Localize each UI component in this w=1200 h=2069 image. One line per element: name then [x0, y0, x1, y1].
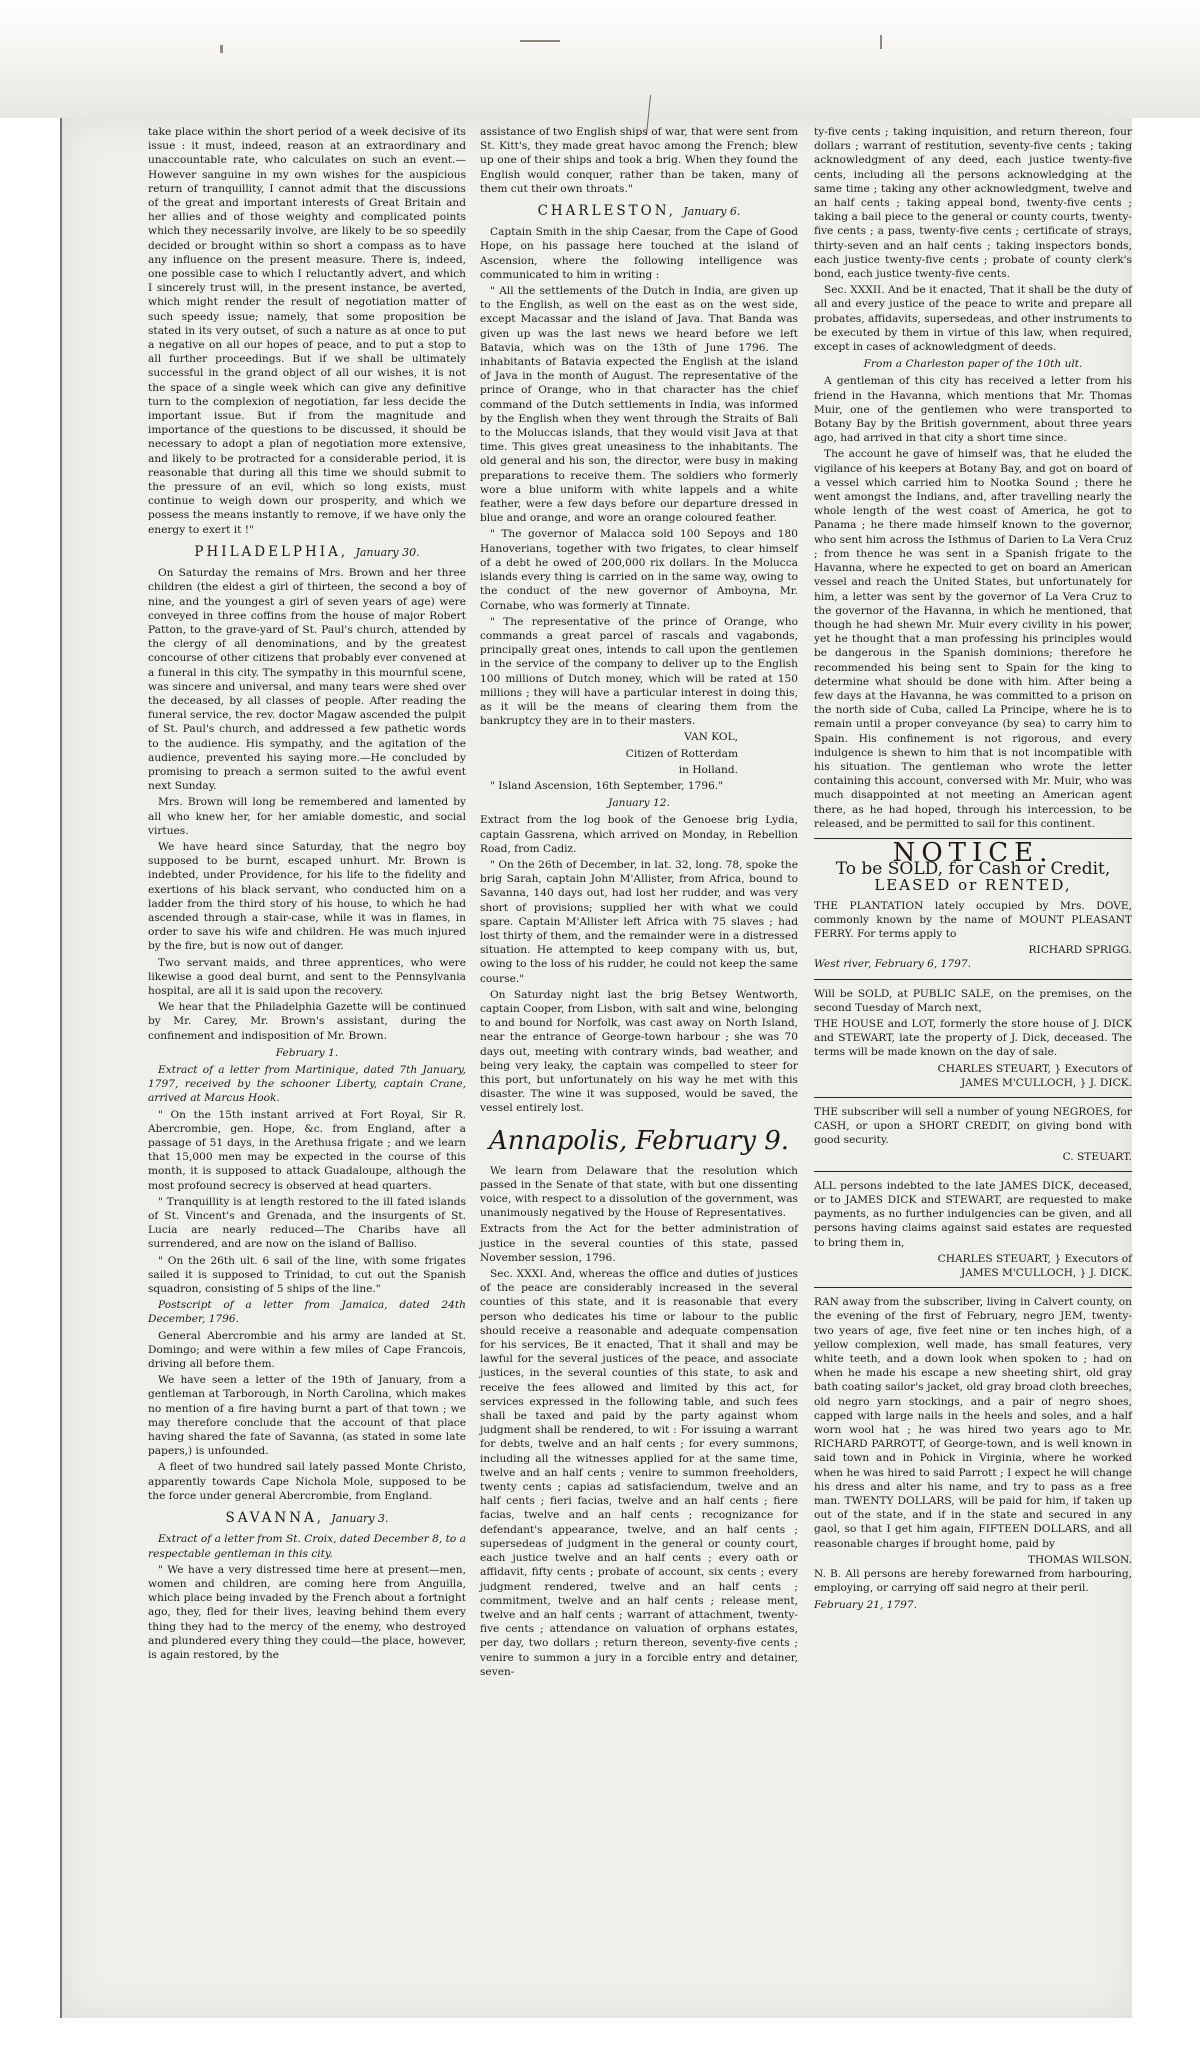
dateline-place: CHARLESTON,	[537, 203, 676, 220]
dateline-place: PHILADELPHIA,	[194, 543, 349, 560]
article-paragraph: Mrs. Brown will long be remembered and lamented by all who knew her, for her amiable domestic, and social virtues.	[148, 796, 466, 837]
article-paragraph: assistance of two English ships of war, that were sent from St. Kitt's, they made great havoc among the French; blew up one of their ships and took a brig. When they found the English would conquer, rather than be taken, many of them cut their own throats."	[480, 126, 798, 195]
article-paragraph: We hear that the Philadelphia Gazette will be continued by Mr. Carey, Mr. Brown's assistant, during the confinement and indisposition of Mr. Brown.	[148, 1001, 466, 1042]
column-rule	[814, 1287, 1132, 1288]
column-rule	[814, 1171, 1132, 1172]
article-paragraph: On Saturday the remains of Mrs. Brown and her three children (the eldest a girl of thirteen, the second a boy of nine, and the youngest a girl of seven years of age) were conveyed in three coffins from the house of major Robert Patton, to the grave-yard of St. Paul's church, attended by the clergy of all denominations, and by the greatest concourse of other citizens that probably ever convened at a funeral in this city. The sympathy in this mournful scene, was sincere and universal, and many tears were shed over the deceased, by all classes of people. After reading the funeral service, the rev. doctor Magaw ascended the pulpit of St. Paul's church, and addressed a few pathetic words to the audience. His sympathy, and the agitation of the audience, prevented his saying more.—He concluded by promising to preach a sermon suited to the awful event next Sunday.	[148, 567, 466, 793]
article-paragraph: A fleet of two hundred sail lately passed Monte Christo, apparently towards Cape Nichola Mole, supposed to be the force under general Abercrombie, from England.	[148, 1461, 466, 1502]
article-paragraph: Two servant maids, and three apprentices, who were likewise a good deal burnt, and sent to the Pennsylvania hospital, are all it is said upon the recovery.	[148, 956, 466, 997]
section-date: January 12.	[608, 797, 670, 810]
article-paragraph: " Tranquillity is at length restored to the ill fated islands of St. Vincent's and Grenada, and the insurgents of St. Lucia are nearly reduced—The Charibs have all surrendered, and are now on the island of Balliso.	[148, 1195, 466, 1251]
ad-signature: JAMES M'CULLOCH, } J. DICK.	[960, 1267, 1132, 1280]
ad-signature: THOMAS WILSON.	[1027, 1553, 1132, 1566]
signature-place: in Holland.	[678, 763, 738, 776]
scan-mark	[520, 40, 560, 42]
article-paragraph: ty-five cents ; taking inquisition, and return thereon, four dollars ; warrant of restitution, seventy-five cents ; taking acknowledgment of any deed, each justice twenty-five cents, including all the persons acknowledging at the same time ; taking any other acknowledgment, twelve and an half cents ; taking appeal bond, twenty-five cents ; taking a bail piece to the general or county courts, twenty-five cents ; a pass, twenty-five cents ; certificate of strays, thirty-seven and an half cents ; taking inspectors bonds, each justice twenty-five cents ; probate of county clerk's bond, each justice twenty-five cents.	[814, 126, 1132, 281]
ad-note: N. B. All persons are hereby forewarned from harbouring, employing, or carrying off said negro at their peril.	[814, 1568, 1132, 1595]
scan-mark	[220, 45, 223, 53]
scan-mark	[880, 35, 882, 49]
notice-title: NOTICE.	[892, 837, 1054, 868]
ad-body: RAN away from the subscriber, living in Calvert county, on the evening of the first of February, negro JEM, twenty-two years of age, five feet nine or ten inches high, of a yellow complexion, well made, has small features, very white teeth, and a down look when spoken to ; had on when he made his escape a new sheeting shirt, old gray bath coating sailor's jacket, old gray broad cloth breeches, old negro yarn stockings, and a pair of negro shoes, capped with large nails in the heels and soles, and a half worn wool hat ; he was hired two years ago to Mr. RICHARD PARROTT, of George-town, and is well known in said town and in Pohick in Virginia, where he worked when he was hired to said Parrott ; I expect he will change his dress and alter his name, and try to pass as a free man. TWENTY DOLLARS, will be paid for him, if taken up out of the state, and if in the state and secured in any gaol, so that I get him again, FIFTEEN DOLLARS, and all reasonable charges if brought home, paid by	[814, 1296, 1132, 1550]
article-paragraph: We have seen a letter of the 19th of January, from a gentleman at Tarborough, in North Carolina, which makes no mention of a fire having burnt a part of that town ; we may therefore conclude that the account of that place having shared the fate of Savanna, (as stated in some late papers,) is unfounded.	[148, 1374, 466, 1458]
ad-body: ALL persons indebted to the late JAMES DICK, deceased, or to JAMES DICK and STEWART, are requested to make payments, as no further indulgencies can be given, and all persons having claims against said estates are requested to bring them in,	[814, 1179, 1132, 1249]
dateline-date: January 3.	[331, 1512, 389, 1526]
source-line: From a Charleston paper of the 10th ult.	[863, 358, 1083, 371]
article-paragraph: " All the settlements of the Dutch in India, are given up to the English, as well on the east as on the west side, except Macassar and the island of Java. That Banda was given up was the last news we heard before we left Batavia, which was on the 13th of June 1796. The inhabitants of Batavia expected the English at the island of Java in the month of August. The representative of the prince of Orange, who in that character has the chief command of the Dutch settlements in India, was informed by the English when they went through the Straits of Bali to the Moluccas islands, that they would visit Java at that time. This gives great uneasiness to the inhabitants. The old general and his son, the director, were busy in making preparations to receive them. The soldiers who formerly wore a blue uniform with white lappels and a white feather, were a few days before our departure dressed in blue and orange, and wore an orange coloured feather.	[480, 285, 798, 525]
dateline-charleston	[480, 204, 798, 219]
article-paragraph: Sec. XXXI. And, whereas the office and duties of justices of the peace are considerably increased in the several counties of this state, and it is reasonable that every person who dedicates his time or labour to the public should receive a reasonable and adequate compensation for his services, Be it enacted, That it shall and may be lawful for the several justices of the peace, and associate justices, in the several counties of this state, to ask and receive the fees allowed and limited by this act, for services expressed in the following table, and such fees shall be taxed and paid by the party against whom judgment shall be rendered, to wit : For issuing a warrant for debts, twelve and an half cents ; for every summons, including all the witnesses applied for at the same time, twelve and an half cents ; venire to summon freeholders, twenty cents ; capias ad satisfaciendum, twelve and an half cents ; fieri facias, twelve and an half cents ; fiere facias, twelve and an half cents ; recognizance for defendant's appearance, twelve, and an half cents ; supersedeas of judgment in the general or county court, each justice twelve and an half cents ; every oath or affidavit, fifty cents ; probate of account, six cents ; every judgment rendered, twelve and an half cents ; commitment, twelve and an half cents ; release ment, twelve and an half cents ; warrant of attachment, twenty-five cents ; attendance on valuation of orphans estates, per day, two dollars ; return thereon, seventy-five cents ; venire to summon a jury in a forcible entry and detainer, seven-	[480, 1268, 798, 1678]
scanner-margin	[0, 0, 1200, 118]
ad-body: THE PLANTATION lately occupied by Mrs. DOVE, commonly known by the name of MOUNT PLEASANT FERRY. For terms apply to	[814, 899, 1132, 940]
column-rule	[814, 979, 1132, 980]
article-paragraph: A gentleman of this city has received a letter from his friend in the Havanna, which mentions that Mr. Thomas Muir, one of the gentlemen who were transported to Botany Bay by the British government, about three years ago, had arrived in that city a short time since.	[814, 375, 1132, 445]
ad-body: THE subscriber will sell a number of young NEGROES, for CASH, or upon a SHORT CREDIT, on giving bond with good security.	[814, 1106, 1132, 1147]
article-paragraph: " The governor of Malacca sold 100 Sepoys and 180 Hanoverians, together with two frigates, to clear himself of a debt he owed of 200,000 rix dollars. In the Molucca islands every thing is carried on in the same way, owing to the conduct of the new governor of Amboyna, Mr. Cornabe, who was formerly at Tinnate.	[480, 528, 798, 612]
ad-dateline: February 21, 1797.	[814, 1598, 917, 1611]
dateline-philadelphia	[148, 545, 466, 560]
ad-signature: C. STEUART.	[1062, 1150, 1132, 1163]
article-paragraph: We learn from Delaware that the resolution which passed in the Senate of that state, with but one dissenting voice, with respect to a dissolution of the government, was unanimously negatived by the House of Representatives.	[480, 1164, 798, 1220]
dateline-annapolis: Annapolis, February 9.	[488, 1125, 790, 1156]
dateline-date: January 6.	[683, 205, 741, 219]
article-paragraph: " We have a very distressed time here at present—men, women and children, are coming here from Anguilla, which place being invaded by the French about a fortnight ago, they, fled for their lives, leaving behind them every thing they had to the mercy of the enemy, who destroyed and plundered every thing they could—the place, however, is again restored, by the	[148, 1563, 466, 1661]
ad-signature: CHARLES STEUART, } Executors of	[937, 1062, 1132, 1075]
extract-heading: Extract from the log book of the Genoese brig Lydia, captain Gassrena, which arrived on Monday, in Rebellion Road, from Cadiz.	[480, 814, 798, 855]
extract-heading: Extract of a letter from St. Croix, dated December 8, to a respectable gentleman in this city.	[148, 1533, 466, 1560]
signature-name: VAN KOL,	[684, 731, 738, 744]
advertisement-debts	[814, 1179, 1132, 1280]
signature-date: " Island Ascension, 16th September, 1796."	[490, 779, 724, 792]
article-paragraph: Sec. XXXII. And be it enacted, That it shall be the duty of all and every justice of the peace to write and prepare all probates, affidavits, supersedeas, and other instruments to be executed by them in virtue of this law, when required, except in cases of acknowledgment of deeds.	[814, 284, 1132, 354]
ad-body: THE HOUSE and LOT, formerly the store house of J. DICK and STEWART, late the property of J. Dick, deceased. The terms will be made known on the day of sale.	[814, 1017, 1132, 1059]
notice-subtitle-2: LEASED or RENTED,	[874, 876, 1072, 895]
ad-heading: Will be SOLD, at PUBLIC SALE, on the premises, on the second Tuesday of March next,	[814, 987, 1132, 1014]
advertisement-negroes	[814, 1105, 1132, 1164]
ad-signature: RICHARD SPRIGG.	[1028, 944, 1132, 957]
extract-heading: Extract of a letter from Martinique, dated 7th January, 1797, received by the schooner Liberty, captain Crane, arrived at Marcus Hook.	[148, 1064, 466, 1105]
column-1	[148, 125, 466, 1664]
article-paragraph: The account he gave of himself was, that he eluded the vigilance of his keepers at Botany Bay, and got on board of a vessel which carried him to Nootka Sound ; there he went amongst the Indians, and, after travelling nearly the whole length of the west coast of America, he got to Panama ; he there made himself known to the governor, who sent him across the Isthmus of Darien to La Vera Cruz ; from thence he was sent in a Spanish frigate to the Havanna, where he expected to get on board an American vessel and reach the United States, but unfortunately for him, a letter was sent by the governor of La Vera Cruz to the governor of the Havanna, in which he mentioned, that though he had shewn Mr. Muir every civility in his power, yet he thought that a man professing his principles would be dangerous in the Spanish dominions; therefore he recommended his being sent to Spain for the king to determine what should be done with him. After being a few days at the Havanna, he was committed to a prison on the north side of Cuba, called La Principe, where he is to remain until a proper conveyance (by sea) to carry him to Spain. His confinement is not rigorous, and every indulgence is shewn to him that is not incompatible with his situation. The gentleman who wrote the letter containing this account, conversed with Mr. Muir, who was much disappointed at not meeting an American agent there, as he had hoped, through his intercession, to be released, and be permitted to sail for this continent.	[814, 448, 1132, 830]
column-rule	[814, 1097, 1132, 1098]
notice-subtitle: To be SOLD, for Cash or Credit,	[835, 859, 1111, 880]
article-paragraph: take place within the short period of a week decisive of its issue : it must, indeed, reason at an extraordinary and unaccountable rate, who calculates on such an event.— However sanguine in my own wishes for the auspicious return of tranquillity, I cannot admit that the discussions of the great and important interests of Great Britain and her allies and of those weighty and complicated points which they necessarily involve, are likely to be so speedily decided or brought within so short a compass as to have any influence on the present measure. There is, indeed, one possible case to which I reluctantly advert, and which I sincerely trust will, in the present instance, be averted, which might render the result of negotiation matter of such speedy issue; namely, that some proposition be stated in its very outset, of such a nature as at once to put a negative on all our hopes of peace, and to put a stop to all further proceedings. But if we shall be ultimately successful in the grand object of all our wishes, it is not the space of a single week which can give any definitive turn to the complexion of negotiation, far less decide the important issue. But if from the magnitude and importance of the questions to be discussed, it should be necessary to adopt a plan of negotiation more extensive, and likely to be protracted for a considerable period, it is reasonable that during all this time we should submit to the pressure of an evil, which so long exists, must continue to weigh down our prosperity, and which we possess the means instantly to remove, if we have only the energy to exert it !"	[148, 126, 466, 536]
advertisement-plantation	[814, 837, 1132, 972]
ad-signature: CHARLES STEUART, } Executors of	[937, 1252, 1132, 1265]
column-2	[480, 125, 798, 1681]
extract-heading: Extracts from the Act for the better administration of justice in the several counties of this state, passed November session, 1796.	[480, 1223, 798, 1264]
column-3	[814, 125, 1132, 1614]
article-paragraph: Captain Smith in the ship Caesar, from the Cape of Good Hope, on his passage here touched at the island of Ascension, where the following intelligence was communicated to him in writing :	[480, 226, 798, 281]
ad-dateline: West river, February 6, 1797.	[814, 958, 971, 971]
advertisement-house-sale	[814, 987, 1132, 1090]
ad-signature: JAMES M'CULLOCH, } J. DICK.	[960, 1076, 1132, 1089]
article-paragraph: " On the 26th ult. 6 sail of the line, with some frigates sailed it is supposed to Trinidad, to cut out the Spanish squadron, consisting of 5 ships of the line."	[148, 1254, 466, 1296]
article-paragraph: On Saturday night last the brig Betsey Wentworth, captain Cooper, from Lisbon, with salt and wine, belonging to and bound for Norfolk, was cast away on North Island, near the entrance of George-town harbour ; she was 70 days out, meeting with contrary winds, bad weather, and being very leaky, the captain was compelled to steer for this port, but unfortunately on his way he met with this disaster. The wine it was supposed, would be saved, the vessel entirely lost.	[480, 988, 798, 1115]
section-date: February 1.	[275, 1046, 339, 1059]
article-paragraph: General Abercrombie and his army are landed at St. Domingo; and were within a few miles of Cape Francois, driving all before them.	[148, 1329, 466, 1371]
dateline-date: January 30.	[355, 545, 420, 559]
article-paragraph: " On the 15th instant arrived at Fort Royal, Sir R. Abercrombie, gen. Hope, &c. from England, after a passage of 51 days, in the Arethusa frigate ; and we learn that 15,000 men may be expected in the course of this month, it is supposed to attack Guadaloupe, although the most profound secrecy is observed at head quarters.	[148, 1108, 466, 1192]
article-paragraph: " On the 26th of December, in lat. 32, long. 78, spoke the brig Sarah, captain John M'Allister, from Africa, bound to Savanna, 140 days out, had lost her rudder, and was very short of provisions; supplied her with what we could spare. Captain M'Allister left Africa with 75 slaves ; had lost thirty of them, and the remainder were in a distressed situation. He attempted to keep company with us, but, owing to the loss of his rudder, he could not keep the same course."	[480, 858, 798, 985]
dateline-place: SAVANNA,	[225, 1510, 325, 1527]
extract-heading: Postscript of a letter from Jamaica, dated 24th December, 1796.	[148, 1299, 466, 1326]
dateline-savanna	[148, 1511, 466, 1526]
article-paragraph: We have heard since Saturday, that the negro boy supposed to be burnt, escaped unhurt. Mr. Brown is indebted, under Providence, for his life to the fidelity and exertions of his black servant, who conducted him on a ladder from the third story of his house, to which he had ascended through a stair-case, while it was in flames, in order to save his wife and children. He was much injured by the fire, but is now out of danger.	[148, 840, 466, 953]
advertisement-runaway	[814, 1295, 1132, 1611]
article-paragraph: " The representative of the prince of Orange, who commands a great parcel of rascals and vagabonds, principally great ones, intends to call upon the gentlemen in the service of the company to deliver up to the English 100 millions of Dutch money, which will be rated at 150 millions ; they will have a particular interest in doing this, as it will be the means of clearing them from the bankruptcy they are in to their masters.	[480, 615, 798, 728]
signature-title: Citizen of Rotterdam	[625, 747, 738, 760]
